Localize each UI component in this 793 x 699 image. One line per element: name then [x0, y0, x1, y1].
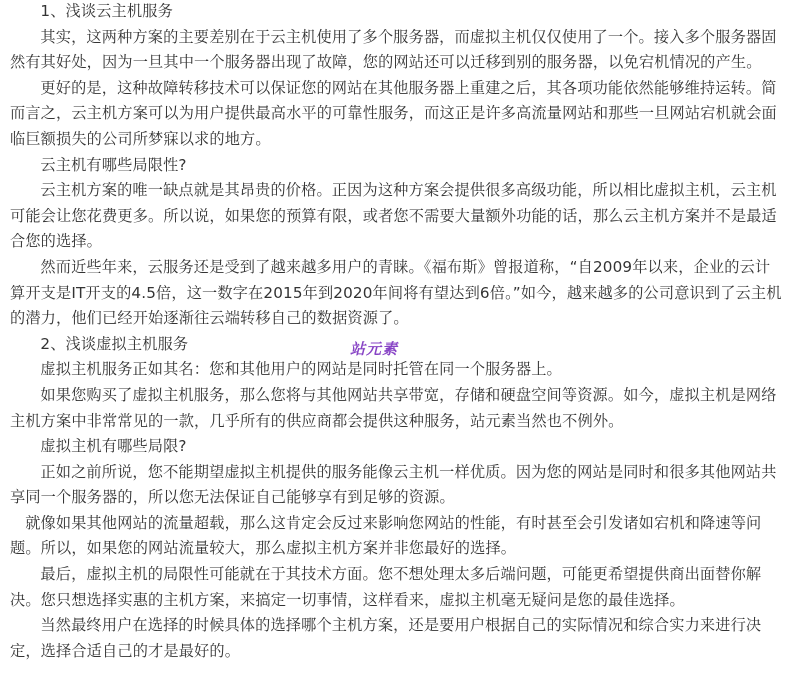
- paragraph: 就像如果其他网站的流量超载，那么这肯定会反过来影响您网站的性能，有时甚至会引发诸如宕机和降速等问题。所以，如果您的网站流量较大，那么虚拟主机方案并非您最好的选择。: [10, 513, 762, 558]
- paragraph: 最后，虚拟主机的局限性可能就在于其技术方面。您不想处理太多后端问题，可能更希望提供商出面替你解决。您只想选择实惠的主机方案，来搞定一切事情，这样看来，虚拟主机毫无疑问是您的最佳选择。: [10, 565, 762, 609]
- paragraph: 虚拟主机服务正如其名：您和其他用户的网站是同时托管在同一个服务器上。: [40, 360, 562, 379]
- subheading-cloud-limitations: 云主机有哪些局限性?: [40, 155, 187, 174]
- paragraph: 当然最终用户在选择的时候具体的选择哪个主机方案，还是要用户根据自己的实际情况和综合实力来进行决定，选择合适自己的才是最好的。: [10, 616, 762, 660]
- paragraph: 正如之前所说，您不能期望虚拟主机提供的服务能像云主机一样优质。因为您的网站是同时和很多其他网站共享同一个服务器的，所以您无法保证自己能够享有到足够的资源。: [10, 462, 777, 507]
- section-heading-virtual-host: 2、浅谈虚拟主机服务: [40, 334, 189, 353]
- paragraph: 然而近些年来，云服务还是受到了越来越多用户的青睐。《福布斯》曾报道称，“自2009年以来，企业的云计算开支是IT开支的4.5倍，这一数字在2015年到2020年间将有望达到6倍。”如今，越来越多的公司意识到了云主机的潜力，他们已经开始逐渐往云端转移自己的数据资源了。: [10, 257, 782, 328]
- section-heading-cloud-host: 1、浅谈云主机服务: [40, 2, 173, 20]
- paragraph: 其实，这两种方案的主要差别在于云主机使用了多个服务器，而虚拟主机仅仅使用了一个。接入多个服务器固然有其好处，因为一旦其中一个服务器出现了故障，您的网站还可以迁移到别的服务器，以免宕机情况的产生。: [10, 27, 777, 72]
- paragraph: 如果您购买了虚拟主机服务，那么您将与其他网站共享带宽，存储和硬盘空间等资源。如今，虚拟主机是网络主机方案中非常常见的一款，几乎所有的供应商都会提供这种服务，站元素当然也不例外。: [10, 385, 777, 430]
- subheading-virtual-limitations: 虚拟主机有哪些局限?: [40, 437, 187, 456]
- site-watermark: 站元素: [350, 340, 399, 358]
- article-body: [10, 0, 783, 664]
- paragraph: 更好的是，这种故障转移技术可以保证您的网站在其他服务器上重建之后，其各项功能依然能够维持运转。简而言之，云主机方案可以为用户提供最高水平的可靠性服务，而这正是许多高流量网站和那些一旦网站宕机就会面临巨额损失的公司所梦寐以求的地方。: [10, 78, 777, 148]
- paragraph: 云主机方案的唯一缺点就是其昂贵的价格。正因为这种方案会提供很多高级功能，所以相比虚拟主机，云主机可能会让您花费更多。所以说，如果您的预算有限，或者您不需要大量额外功能的话，那么云主机方案并不是最适合您的选择。: [10, 181, 777, 251]
